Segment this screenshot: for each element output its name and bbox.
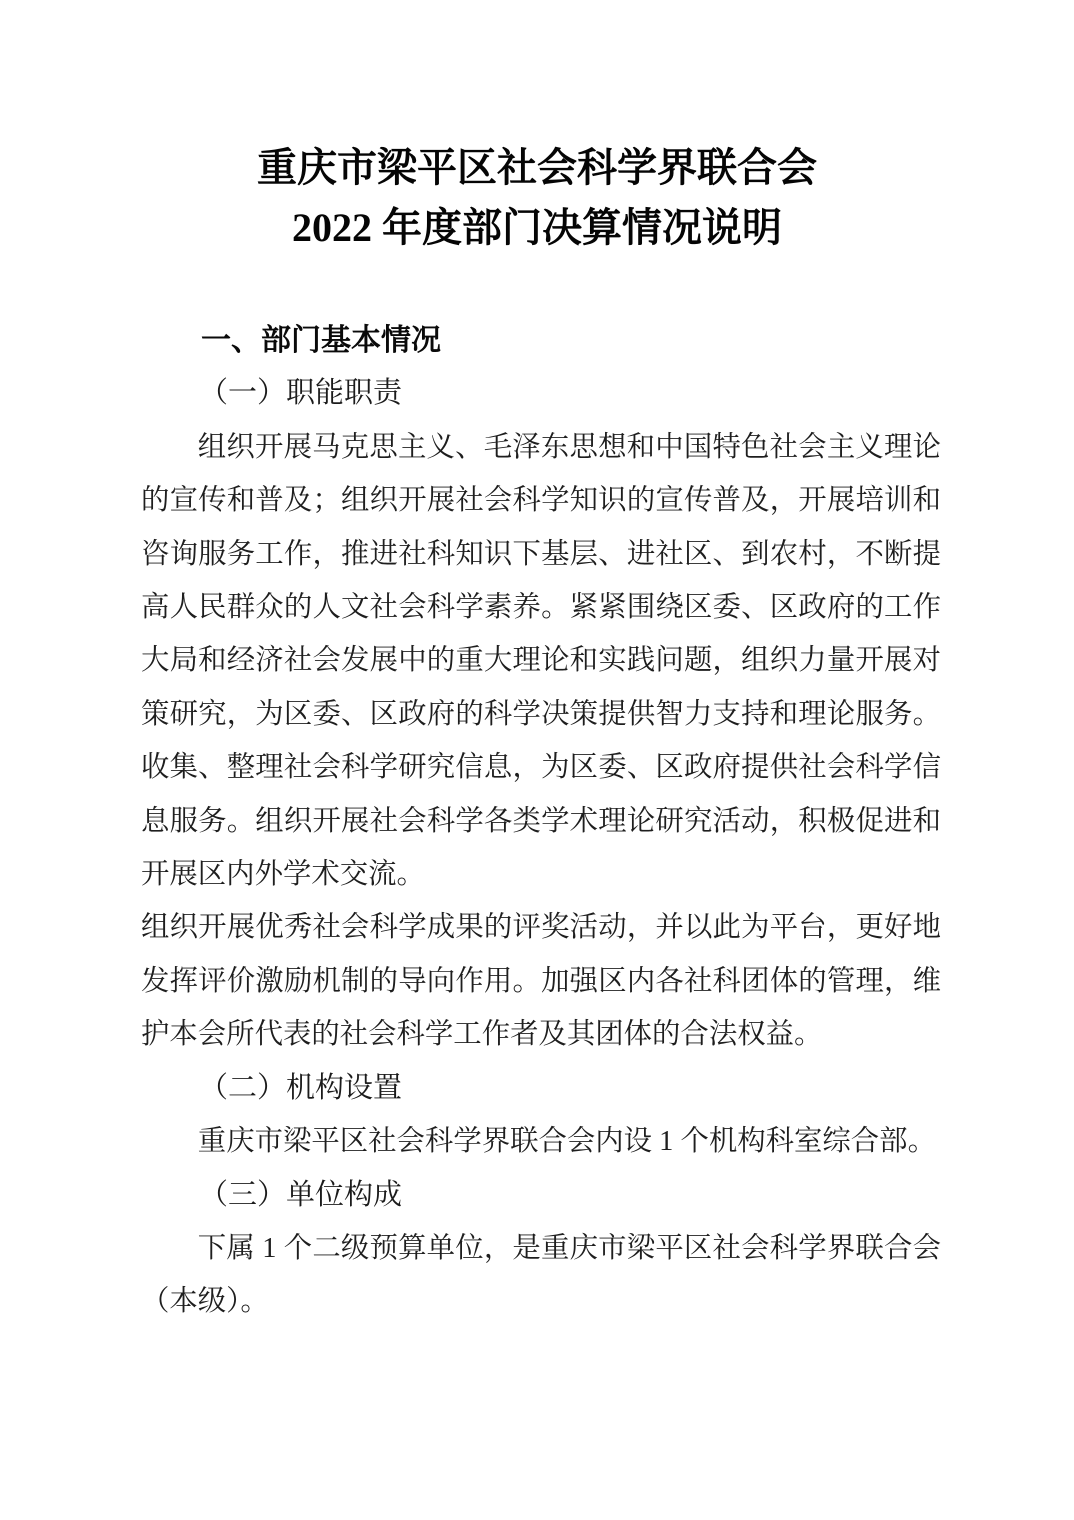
paragraph-unit-composition: 下属 1 个二级预算单位，是重庆市梁平区社会科学界联合会（本级）。 — [141, 1232, 941, 1318]
paragraph-functions-duties-2: 组织开展优秀社会科学成果的评奖活动，并以此为平台，更好地发挥评价激励机制的导向作用。加强区内各社科团体的管理，维护本会所代表的社会科学工作者及其团体的合法权益。 — [141, 912, 941, 1051]
section-heading-department-basic-info: 一、部门基本情况 — [201, 324, 441, 357]
document-title-line-1: 重庆市梁平区社会科学界联合会 — [257, 145, 817, 190]
paragraph-functions-duties-1: 组织开展马克思主义、毛泽东思想和中国特色社会主义理论的宣传和普及；组织开展社会科学知识的宣传普及，开展培训和咨询服务工作，推进社科知识下基层、进社区、到农村，不断提高人民群众的人文社会科学素养。紧紧围绕区委、区政府的工作大局和经济社会发展中的重大理论和实践问题，组织力量开展对策研究，为区委、区政府的科学决策提供智力支持和理论服务。收集、整理社会科学研究信息，为区委、区政府提供社会科学信息服务。组织开展社会科学各类学术理论研究活动，积极促进和开展区内外学术交流。 — [141, 431, 941, 891]
subsection-heading-functions-duties: （一）职能职责 — [199, 377, 403, 410]
subsection-heading-organization-setup: （二）机构设置 — [199, 1071, 403, 1104]
paragraph-organization-setup: 重庆市梁平区社会科学界联合会内设 1 个机构科室综合部。 — [197, 1126, 936, 1158]
document-body — [141, 314, 941, 1329]
document-title-block — [0, 138, 1074, 258]
subsection-heading-unit-composition: （三）单位构成 — [199, 1178, 403, 1211]
document-title-line-2: 2022 年度部门决算情况说明 — [292, 205, 782, 250]
